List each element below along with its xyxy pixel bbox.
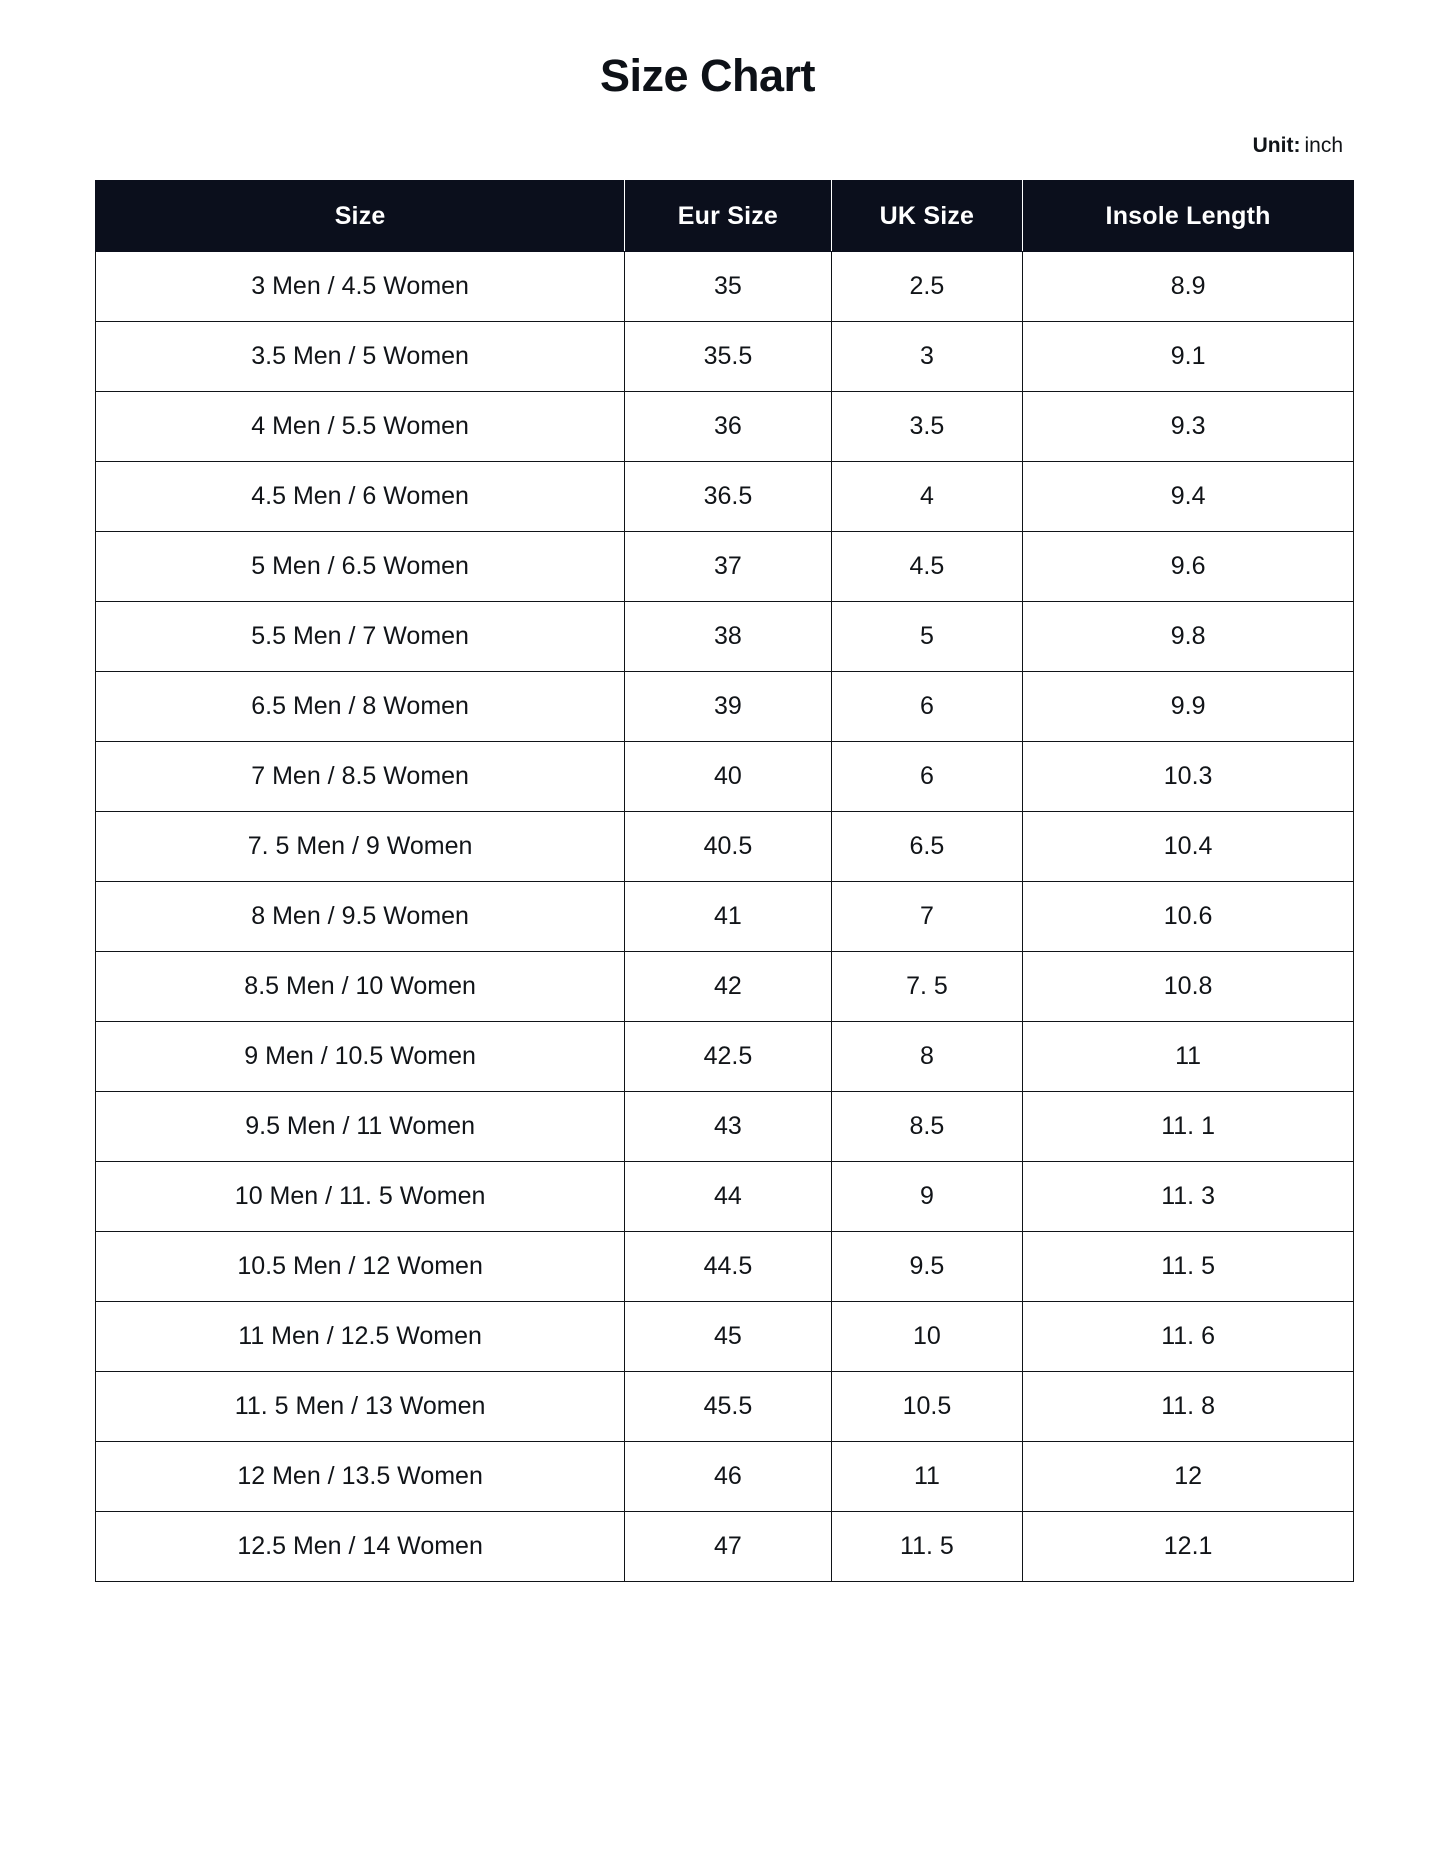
cell-eur-size: 46 bbox=[625, 1442, 831, 1512]
cell-insole-length: 11. 6 bbox=[1023, 1302, 1354, 1372]
cell-insole-length: 11. 8 bbox=[1023, 1372, 1354, 1442]
cell-uk-size: 10.5 bbox=[831, 1372, 1023, 1442]
page-title: Size Chart bbox=[599, 50, 816, 101]
column-header-size: Size bbox=[96, 181, 625, 252]
cell-uk-size: 6 bbox=[831, 742, 1023, 812]
table-row bbox=[96, 1302, 1354, 1372]
cell-eur-size: 39 bbox=[625, 672, 831, 742]
table-row bbox=[96, 672, 1354, 742]
cell-eur-size: 36 bbox=[625, 392, 831, 462]
cell-insole-length: 8.9 bbox=[1023, 252, 1354, 322]
cell-uk-size: 5 bbox=[831, 602, 1023, 672]
cell-eur-size: 44.5 bbox=[625, 1232, 831, 1302]
cell-uk-size: 4 bbox=[831, 462, 1023, 532]
cell-size: 7 Men / 8.5 Women bbox=[96, 742, 625, 812]
cell-uk-size: 9.5 bbox=[831, 1232, 1023, 1302]
cell-eur-size: 41 bbox=[625, 882, 831, 952]
table-row bbox=[96, 1092, 1354, 1162]
cell-uk-size: 8.5 bbox=[831, 1092, 1023, 1162]
table-row bbox=[96, 952, 1354, 1022]
cell-eur-size: 37 bbox=[625, 532, 831, 602]
unit-note bbox=[95, 134, 1350, 158]
table-row bbox=[96, 1512, 1354, 1582]
cell-size: 9.5 Men / 11 Women bbox=[96, 1092, 625, 1162]
cell-eur-size: 36.5 bbox=[625, 462, 831, 532]
cell-uk-size: 7. 5 bbox=[831, 952, 1023, 1022]
cell-insole-length: 12 bbox=[1023, 1442, 1354, 1512]
cell-eur-size: 45 bbox=[625, 1302, 831, 1372]
table-row bbox=[96, 252, 1354, 322]
cell-insole-length: 11. 5 bbox=[1023, 1232, 1354, 1302]
unit-value: inch bbox=[1304, 134, 1343, 157]
table-row bbox=[96, 462, 1354, 532]
table-body bbox=[96, 252, 1354, 1582]
cell-uk-size: 6.5 bbox=[831, 812, 1023, 882]
cell-size: 4 Men / 5.5 Women bbox=[96, 392, 625, 462]
cell-size: 4.5 Men / 6 Women bbox=[96, 462, 625, 532]
cell-size: 9 Men / 10.5 Women bbox=[96, 1022, 625, 1092]
cell-insole-length: 10.3 bbox=[1023, 742, 1354, 812]
cell-eur-size: 42.5 bbox=[625, 1022, 831, 1092]
cell-eur-size: 35.5 bbox=[625, 322, 831, 392]
cell-insole-length: 10.4 bbox=[1023, 812, 1354, 882]
cell-uk-size: 3 bbox=[831, 322, 1023, 392]
cell-uk-size: 8 bbox=[831, 1022, 1023, 1092]
table-row bbox=[96, 322, 1354, 392]
table-row bbox=[96, 532, 1354, 602]
cell-insole-length: 9.9 bbox=[1023, 672, 1354, 742]
cell-size: 6.5 Men / 8 Women bbox=[96, 672, 625, 742]
column-header-insole-length: Insole Length bbox=[1023, 181, 1354, 252]
table-header-row bbox=[96, 181, 1354, 252]
cell-insole-length: 9.3 bbox=[1023, 392, 1354, 462]
cell-size: 11 Men / 12.5 Women bbox=[96, 1302, 625, 1372]
column-header-uk-size: UK Size bbox=[831, 181, 1023, 252]
cell-uk-size: 2.5 bbox=[831, 252, 1023, 322]
size-chart-table bbox=[95, 180, 1354, 1582]
cell-uk-size: 7 bbox=[831, 882, 1023, 952]
cell-eur-size: 43 bbox=[625, 1092, 831, 1162]
table-row bbox=[96, 812, 1354, 882]
cell-size: 8.5 Men / 10 Women bbox=[96, 952, 625, 1022]
cell-size: 7. 5 Men / 9 Women bbox=[96, 812, 625, 882]
cell-insole-length: 9.6 bbox=[1023, 532, 1354, 602]
cell-eur-size: 35 bbox=[625, 252, 831, 322]
cell-insole-length: 11. 1 bbox=[1023, 1092, 1354, 1162]
cell-uk-size: 4.5 bbox=[831, 532, 1023, 602]
cell-insole-length: 10.8 bbox=[1023, 952, 1354, 1022]
cell-size: 12 Men / 13.5 Women bbox=[96, 1442, 625, 1512]
cell-eur-size: 38 bbox=[625, 602, 831, 672]
cell-uk-size: 11 bbox=[831, 1442, 1023, 1512]
cell-uk-size: 3.5 bbox=[831, 392, 1023, 462]
table-header bbox=[96, 181, 1354, 252]
cell-uk-size: 11. 5 bbox=[831, 1512, 1023, 1582]
table-row bbox=[96, 1372, 1354, 1442]
table-row bbox=[96, 1162, 1354, 1232]
unit-label: Unit: bbox=[1252, 134, 1301, 157]
table-row bbox=[96, 1442, 1354, 1512]
cell-size: 10.5 Men / 12 Women bbox=[96, 1232, 625, 1302]
table-row bbox=[96, 1232, 1354, 1302]
cell-insole-length: 12.1 bbox=[1023, 1512, 1354, 1582]
cell-size: 3.5 Men / 5 Women bbox=[96, 322, 625, 392]
cell-eur-size: 47 bbox=[625, 1512, 831, 1582]
cell-insole-length: 9.4 bbox=[1023, 462, 1354, 532]
column-header-eur-size: Eur Size bbox=[625, 181, 831, 252]
cell-uk-size: 9 bbox=[831, 1162, 1023, 1232]
cell-eur-size: 42 bbox=[625, 952, 831, 1022]
cell-size: 5.5 Men / 7 Women bbox=[96, 602, 625, 672]
cell-eur-size: 40 bbox=[625, 742, 831, 812]
cell-size: 10 Men / 11. 5 Women bbox=[96, 1162, 625, 1232]
table-row bbox=[96, 602, 1354, 672]
table-row bbox=[96, 882, 1354, 952]
table-row bbox=[96, 392, 1354, 462]
cell-size: 12.5 Men / 14 Women bbox=[96, 1512, 625, 1582]
cell-size: 3 Men / 4.5 Women bbox=[96, 252, 625, 322]
cell-size: 8 Men / 9.5 Women bbox=[96, 882, 625, 952]
cell-insole-length: 10.6 bbox=[1023, 882, 1354, 952]
cell-insole-length: 9.1 bbox=[1023, 322, 1354, 392]
cell-insole-length: 11. 3 bbox=[1023, 1162, 1354, 1232]
cell-uk-size: 10 bbox=[831, 1302, 1023, 1372]
cell-insole-length: 11 bbox=[1023, 1022, 1354, 1092]
cell-size: 11. 5 Men / 13 Women bbox=[96, 1372, 625, 1442]
table-row bbox=[96, 742, 1354, 812]
cell-size: 5 Men / 6.5 Women bbox=[96, 532, 625, 602]
cell-uk-size: 6 bbox=[831, 672, 1023, 742]
cell-eur-size: 44 bbox=[625, 1162, 831, 1232]
cell-eur-size: 45.5 bbox=[625, 1372, 831, 1442]
cell-insole-length: 9.8 bbox=[1023, 602, 1354, 672]
table-row bbox=[96, 1022, 1354, 1092]
cell-eur-size: 40.5 bbox=[625, 812, 831, 882]
